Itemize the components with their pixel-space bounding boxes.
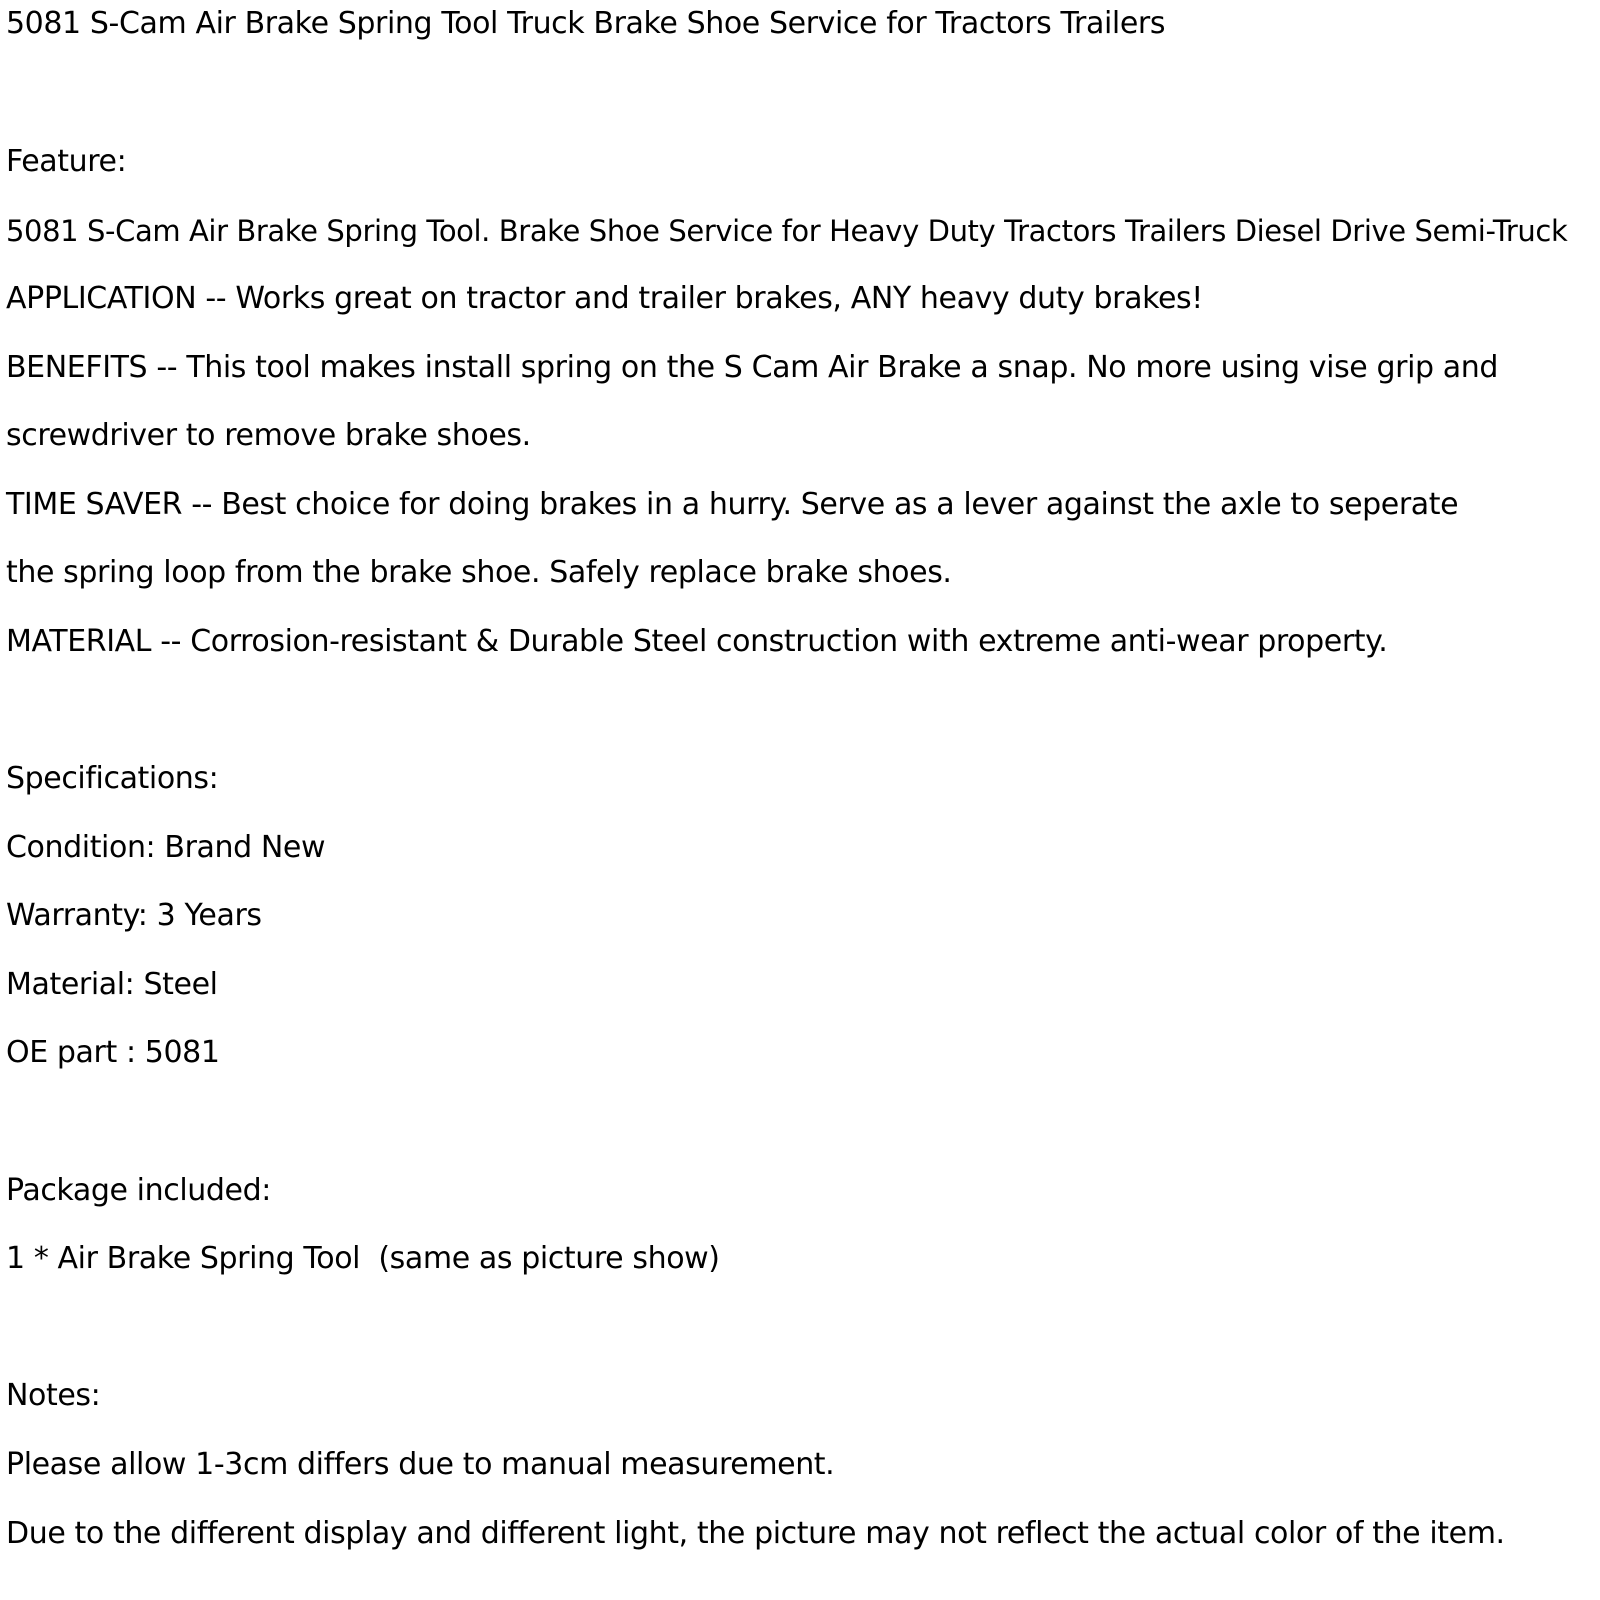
spec-line: OE part : 5081 bbox=[6, 1035, 220, 1070]
notes-line: Due to the different display and different light, the picture may not reflect the actual color of the item. bbox=[6, 1516, 1505, 1551]
feature-line: APPLICATION -- Works great on tractor and trailer brakes, ANY heavy duty brakes! bbox=[6, 281, 1203, 316]
feature-line: TIME SAVER -- Best choice for doing brakes in a hurry. Serve as a lever against the axle to seperate bbox=[6, 487, 1459, 522]
feature-line: BENEFITS -- This tool makes install spring on the S Cam Air Brake a snap. No more using vise grip and bbox=[6, 350, 1499, 385]
feature-line: screwdriver to remove brake shoes. bbox=[6, 418, 531, 453]
document-title: 5081 S-Cam Air Brake Spring Tool Truck Brake Shoe Service for Tractors Trailers bbox=[6, 6, 1166, 41]
notes-line: Please allow 1-3cm differs due to manual measurement. bbox=[6, 1447, 835, 1482]
spec-line: Condition: Brand New bbox=[6, 830, 326, 865]
notes-heading: Notes: bbox=[6, 1378, 101, 1413]
specifications-heading: Specifications: bbox=[6, 761, 219, 796]
spec-line: Material: Steel bbox=[6, 967, 218, 1002]
feature-line: MATERIAL -- Corrosion-resistant & Durable Steel construction with extreme anti-wear property. bbox=[6, 624, 1388, 659]
feature-heading: Feature: bbox=[6, 144, 127, 179]
package-line: 1 * Air Brake Spring Tool (same as picture show) bbox=[6, 1241, 720, 1276]
spec-line: Warranty: 3 Years bbox=[6, 898, 262, 933]
feature-line: 5081 S-Cam Air Brake Spring Tool. Brake Shoe Service for Heavy Duty Tractors Trailers Diesel Drive Semi-Truck bbox=[6, 214, 1568, 248]
feature-line: the spring loop from the brake shoe. Safely replace brake shoes. bbox=[6, 555, 952, 590]
package-heading: Package included: bbox=[6, 1173, 271, 1208]
